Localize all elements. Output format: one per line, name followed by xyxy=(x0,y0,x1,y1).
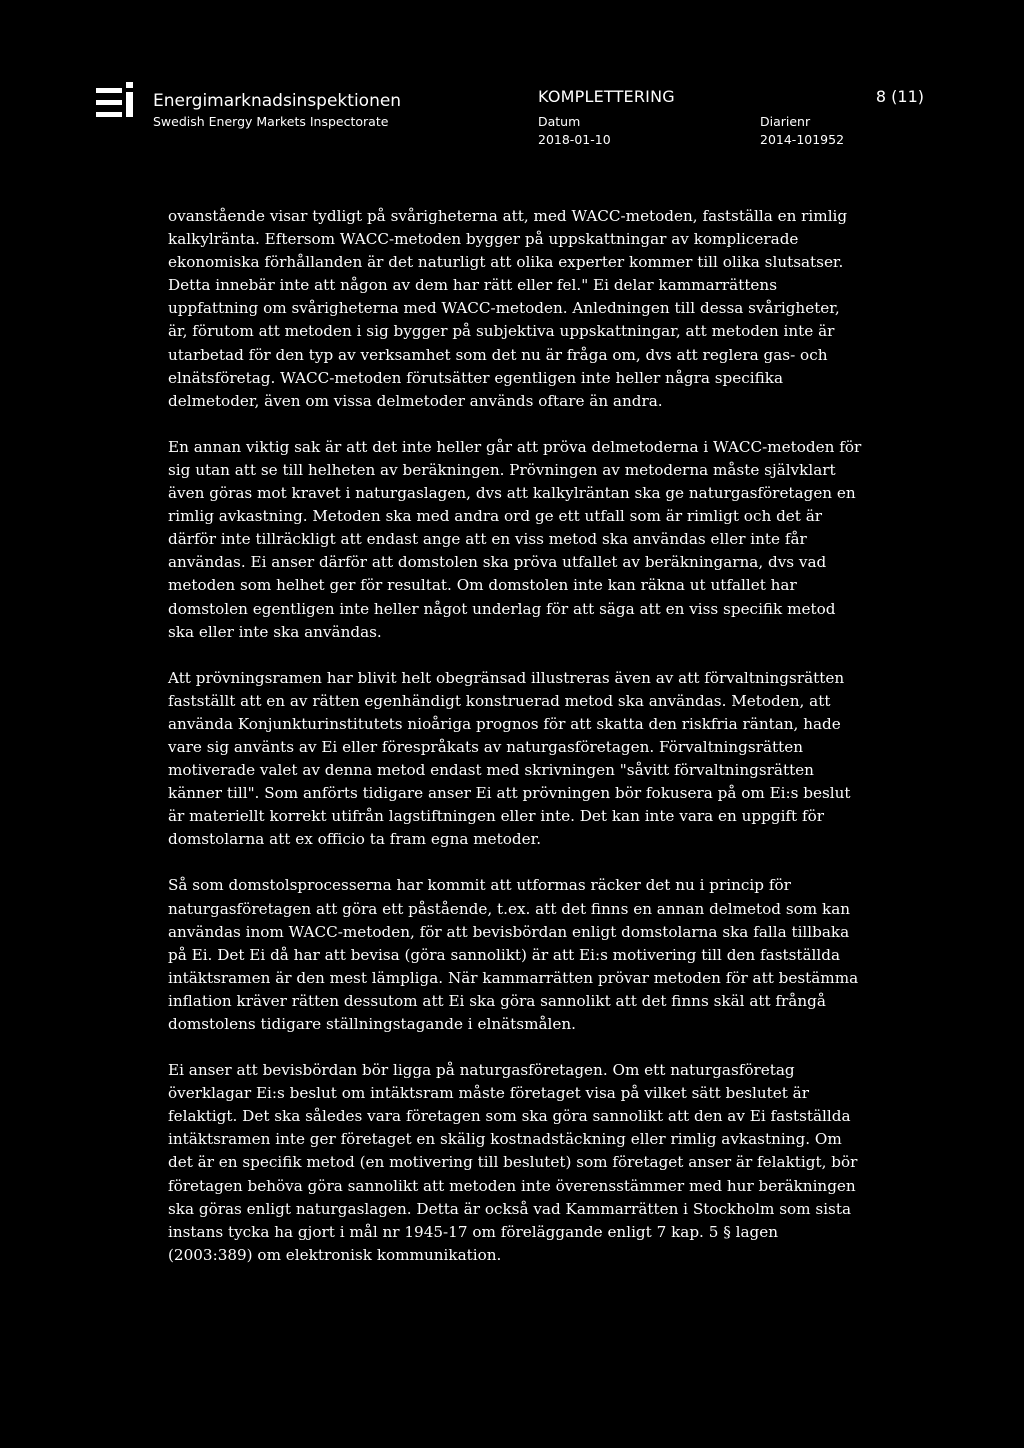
paragraph: ovanstående visar tydligt på svårigheterna att, med WACC-metoden, fastställa en rimlig kalkylränta. Eftersom WACC-metoden bygger på uppskattningar av komplicerade ekonomiska förhållanden är det naturligt att olika experter kommer till olika slutsatser. Detta innebär inte att någon av dem har rätt eller fel." Ei delar kammarrättens uppfattning om svårigheterna med WACC-metoden. Anledningen till dessa svårigheter, är, förutom att metoden i sig bygger på subjektiva uppskattningar, att metoden inte är utarbetad för den typ av verksamhet som det nu är fråga om, dvs att reglera gas- och elnätsföretag. WACC-metoden förutsätter egentligen inte heller några specifika delmetoder, även om vissa delmetoder används oftare än andra. xyxy=(168,207,848,410)
page-number: 8 (11) xyxy=(875,87,924,106)
diarienr-value: 2014-101952 xyxy=(760,132,845,147)
org-name: Energimarknadsinspektionen xyxy=(153,91,402,111)
paragraph: En annan viktig sak är att det inte heller går att pröva delmetoderna i WACC-metoden för sig utan att se till helheten av beräkningen. Prövningen av metoderna måste självklart även göras mot kravet i naturgaslagen, dvs att kalkylräntan ska ge naturgasföretagen en rimlig avkastning. Metoden ska med andra ord ge ett utfall som är rimligt och det är därför inte tillräckligt att endast ange att en viss metod ska användas eller inte får användas. Ei anser därför att domstolen ska pröva utfallet av beräkningarna, dvs vad metoden som helhet ger för resultat. Om domstolen inte kan räkna ut utfallet har domstolen egentligen inte heller något underlag för att säga att en viss specifik metod ska eller inte ska användas. xyxy=(168,437,862,641)
org-name-english: Swedish Energy Markets Inspectorate xyxy=(153,114,389,129)
date-value: 2018-01-10 xyxy=(538,132,611,147)
paragraph: Att prövningsramen har blivit helt obegränsad illustreras även av att förvaltningsrätten fastställt att en av rätten egenhändigt konstruerad metod ska användas. Metoden, att använda Konjunkturinstitutets nioåriga prognos för att skatta den riskfria räntan, hade vare sig använts av Ei eller förespråkats av naturgasföretagen. Förvaltningsrätten motiverade valet av denna metod endast med skrivningen "såvitt förvaltningsrätten känner till". Som anförts tidigare anser Ei att prövningen bör fokusera på om Ei:s beslut är materiellt korrekt utifrån lagstiftningen eller inte. Det kan inte vara en uppgift för domstolarna att ex officio ta fram egna metoder. xyxy=(168,668,851,849)
paragraph: Ei anser att bevisbördan bör ligga på naturgasföretagen. Om ett naturgasföretag överklagar Ei:s beslut om intäktsram måste företaget visa på vilket sätt beslutet är felaktigt. Det ska således vara företagen som ska göra sannolikt att den av Ei fastställda intäktsramen inte ger företaget en skälig kostnadstäckning eller rimlig avkastning. Om det är en specifik metod (en motivering till beslutet) som företaget anser är felaktigt, bör företagen behöva göra sannolikt att metoden inte överensstämmer med hur beräkningen ska göras enligt naturgaslagen. Detta är också vad Kammarrätten i Stockholm som sista instans tycka ha gjort i mål nr 1945-17 om föreläggande enligt 7 kap. 5 § lagen (2003:389) om elektronisk kommunikation. xyxy=(168,1061,858,1264)
document-type: KOMPLETTERING xyxy=(538,87,675,106)
document-body xyxy=(168,205,862,1290)
paragraph: Så som domstolsprocesserna har kommit att utformas räcker det nu i princip för naturgasföretagen att göra ett påstående, t.ex. att det finns en annan delmetod som kan användas inom WACC-metoden, för att bevisbördan enligt domstolarna ska falla tillbaka på Ei. Det Ei då har att bevisa (göra sannolikt) är att Ei:s motivering till den fastställda intäktsramen är den mest lämpliga. När kammarrätten prövar metoden för att bestämma inflation kräver rätten dessutom att Ei ska göra sannolikt att det finns skäl att frångå domstolens tidigare ställningstagande i elnätsmålen. xyxy=(168,876,859,1033)
date-label: Datum xyxy=(538,114,581,129)
diarienr-label: Diarienr xyxy=(760,114,811,129)
ei-logo-icon xyxy=(96,82,138,126)
